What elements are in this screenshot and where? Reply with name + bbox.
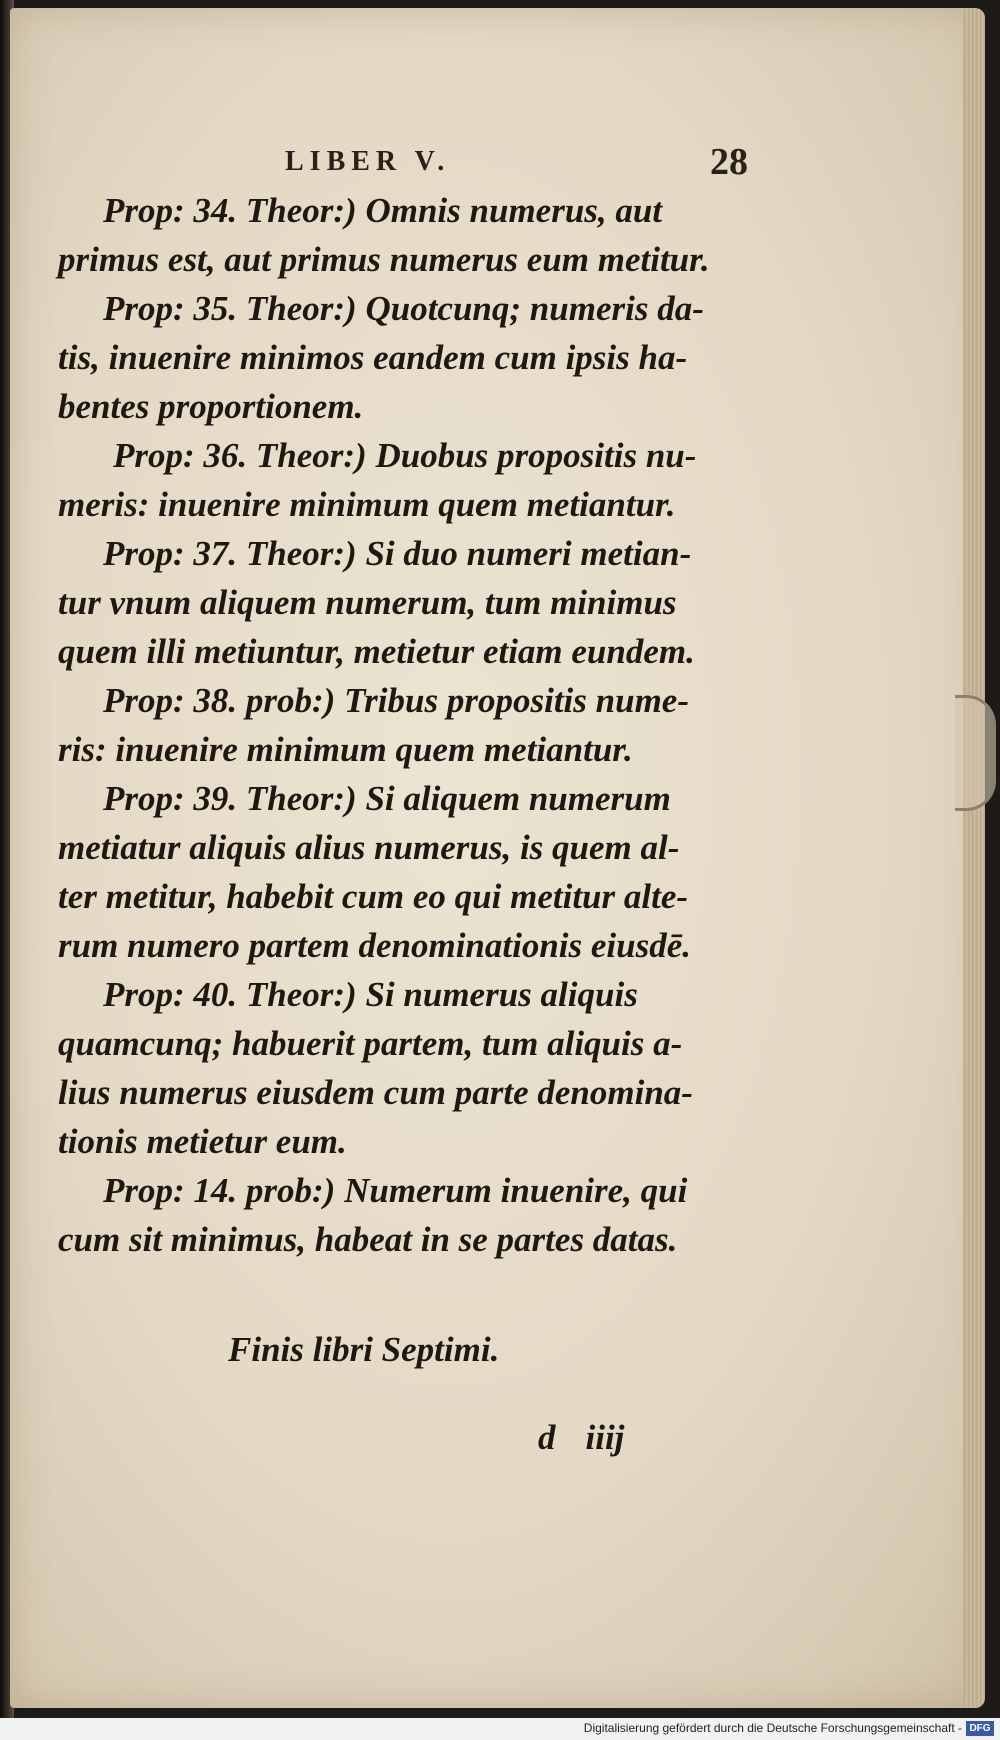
text-line: rum numero partem denominationis eiusdē. xyxy=(58,926,692,965)
text-line: bentes proportionem. xyxy=(58,387,364,426)
text-line: Prop: 36. Theor:) Duobus propositis nu- xyxy=(113,436,697,475)
text-line: quamcunq; habuerit partem, tum aliquis a- xyxy=(58,1024,683,1063)
signature-numeral: iiij xyxy=(585,1418,625,1457)
running-head-title: LIBER V. xyxy=(285,146,451,177)
footer-bar xyxy=(0,1718,1000,1740)
proposition-text xyxy=(58,186,798,1264)
text-line: meris: inuenire minimum quem metiantur. xyxy=(58,485,676,524)
text-line: Prop: 14. prob:) Numerum inuenire, qui xyxy=(103,1171,688,1210)
footer-credit: Digitalisierung gefördert durch die Deutsche Forschungsgemeinschaft - xyxy=(583,1721,962,1735)
running-head xyxy=(10,141,985,186)
book-page xyxy=(10,8,985,1708)
text-line: Prop: 38. prob:) Tribus propositis nume- xyxy=(103,681,689,720)
page-edges xyxy=(963,8,985,1708)
signature-letter: d xyxy=(538,1418,556,1457)
signature-mark xyxy=(538,1418,624,1458)
text-line: Prop: 34. Theor:) Omnis numerus, aut xyxy=(103,191,663,230)
page-clip xyxy=(955,695,996,811)
text-line: tionis metietur eum. xyxy=(58,1122,347,1161)
text-line: Prop: 39. Theor:) Si aliquem numerum xyxy=(103,779,671,818)
text-line: lius numerus eiusdem cum parte denomina- xyxy=(58,1073,693,1112)
text-line: Prop: 37. Theor:) Si duo numeri metian- xyxy=(103,534,692,573)
text-line: metiatur aliquis alius numerus, is quem al- xyxy=(58,828,680,867)
text-line: Prop: 40. Theor:) Si numerus aliquis xyxy=(103,975,638,1014)
text-line: primus est, aut primus numerus eum metitur. xyxy=(58,240,710,279)
text-line: tis, inuenire minimos eandem cum ipsis ha- xyxy=(58,338,688,377)
text-line: ter metitur, habebit cum eo qui metitur alte- xyxy=(58,877,689,916)
closing-line: Finis libri Septimi. xyxy=(228,1330,500,1369)
text-line: quem illi metiuntur, metietur etiam eundem. xyxy=(58,632,695,671)
text-line: tur vnum aliquem numerum, tum minimus xyxy=(58,583,677,622)
dfg-logo: DFG xyxy=(966,1721,994,1736)
text-line: ris: inuenire minimum quem metiantur. xyxy=(58,730,633,769)
text-line: Prop: 35. Theor:) Quotcunq; numeris da- xyxy=(103,289,704,328)
text-line: cum sit minimus, habeat in se partes datas. xyxy=(58,1220,678,1259)
page-number: 28 xyxy=(710,141,748,183)
